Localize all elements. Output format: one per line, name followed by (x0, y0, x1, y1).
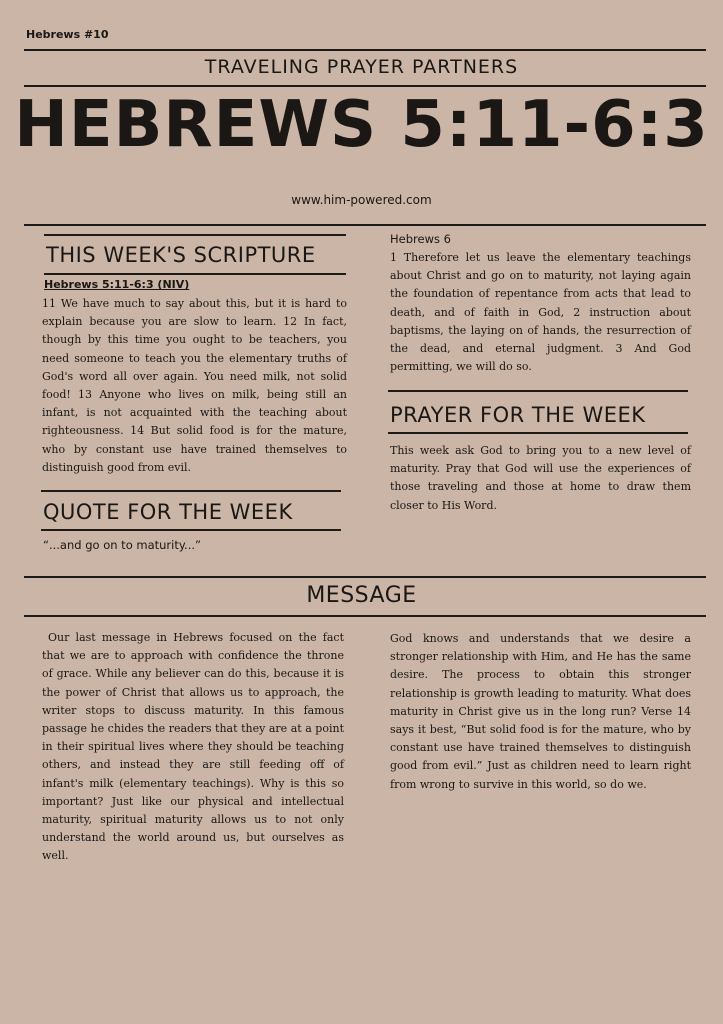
scripture-heading: THIS WEEK'S SCRIPTURE (46, 243, 316, 267)
prayer-bottom-rule (388, 432, 688, 434)
prayer-text: This week ask God to bring you to a new level of maturity. Pray that God will use the experiences of those traveling and those at home to draw them closer to His Word. (390, 444, 691, 512)
page-title: HEBREWS 5:11-6:3 (14, 88, 709, 162)
scripture-bottom-rule (44, 273, 346, 275)
top-rule (24, 49, 706, 51)
quote-bottom-rule (41, 529, 341, 531)
quote-top-rule (41, 490, 341, 492)
scripture-text-ch5: 11 We have much to say about this, but it is hard to explain because you are slow to learn. 12 In fact, though by this time you ought to be teachers, you need someone to teach you the elementary truths of God's word all over again. You need milk, not solid food! 13 Anyone who lives on milk, being still an infant, is not acquainted with the teaching about righteousness. 14 But solid food is for the mature, who by constant use have trained themselves to distinguish good from evil. (42, 297, 347, 474)
quote-text: “...and go on to maturity...” (43, 538, 201, 552)
message-top-rule (24, 576, 706, 578)
issue-label: Hebrews #10 (26, 28, 109, 41)
message-column-2: God knows and understands that we desire a stronger relationship with Him, and He has the same desire. The process to obtain this stronger relationship is growth leading to maturity. What does maturity in Christ give us in the long run? Verse 14 says it best, “But solid food is for the mature, who by constant use have trained themselves to distinguish good from evil.” Just as children need to learn right from wrong to survive in this world, so do we. (390, 632, 691, 791)
scripture-text-ch6: 1 Therefore let us leave the elementary teachings about Christ and go on to maturity, not laying again the foundation of repentance from acts that lead to death, and of faith in God, 2 instruction about baptisms, the laying on of hands, the resurrection of the dead, and eternal judgment. 3 And God permitting, we will do so. (390, 251, 691, 374)
newsletter-subtitle: TRAVELING PRAYER PARTNERS (204, 56, 519, 78)
scripture-top-rule (44, 234, 346, 236)
prayer-heading: PRAYER FOR THE WEEK (390, 403, 646, 427)
message-bottom-rule (24, 615, 706, 617)
header-bottom-rule (24, 224, 706, 226)
message-heading: MESSAGE (306, 583, 417, 608)
prayer-top-rule (388, 390, 688, 392)
quote-heading: QUOTE FOR THE WEEK (43, 500, 293, 524)
message-column-1: Our last message in Hebrews focused on the fact that we are to approach with confidence the throne of grace. While any believer can do this, because it is the power of Christ that allows us to approach, the writer stops to discuss maturity. In this famous passage he chides the readers that they are at a point in their spiritual lives where they should be teaching others, and instead they are still feeding off of infant's milk (elementary teachings). Why is this so important? Just like our physical and intellectual maturity, spiritual maturity allows us to not only understand the world around us, but ourselves as well. (42, 631, 344, 863)
chapter-6-label: Hebrews 6 (390, 232, 451, 246)
website-link[interactable]: www.him-powered.com (291, 193, 432, 207)
scripture-reference: Hebrews 5:11-6:3 (NIV) (44, 278, 190, 291)
